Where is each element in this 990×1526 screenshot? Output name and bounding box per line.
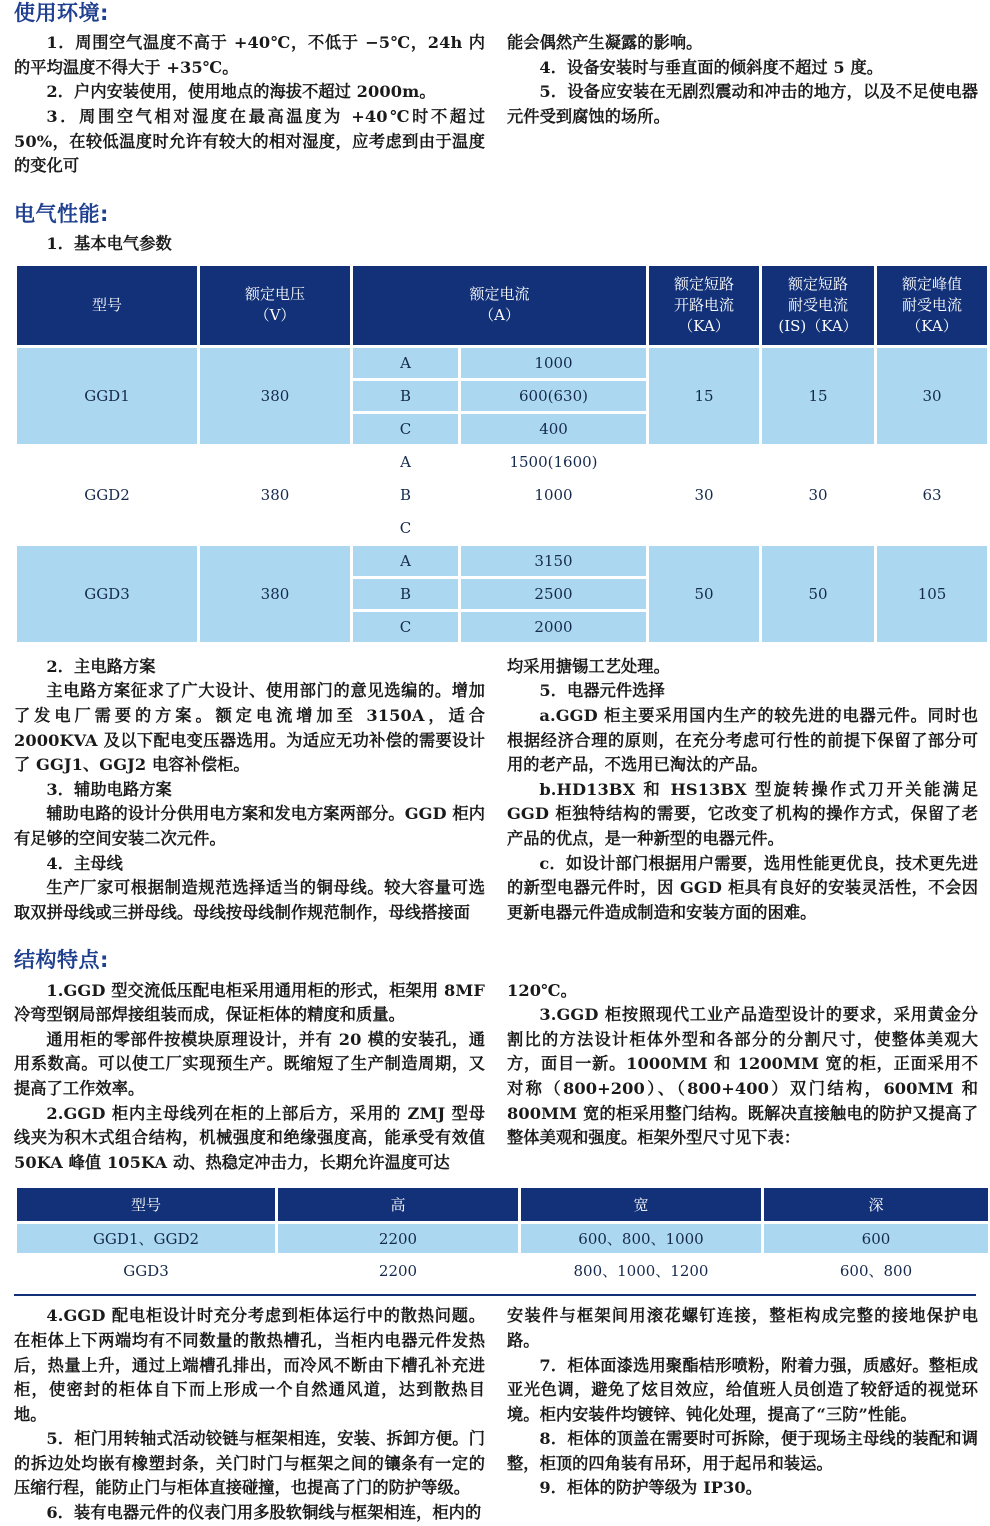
cell-peak: 105 [877,546,987,642]
cell-height: 2200 [278,1256,518,1285]
electrical-right-column [507,655,978,926]
section-heading-electrical: 电气性能: [14,201,109,226]
paragraph: 均采用搪锡工艺处理。 [507,656,670,676]
table-header-row [17,266,987,345]
cell-depth: 600、800 [764,1256,988,1285]
cell-short-withstand: 50 [762,546,874,642]
col-header-current [353,266,646,345]
cell-voltage: 380 [200,447,350,543]
cell-phase-label: A [353,348,458,378]
cell-phase-current: 1000 [461,348,646,378]
cell-phase-label: C [353,414,458,444]
structure-bottom-left-column [14,1304,485,1525]
col-header-current-line2: （A） [479,306,520,325]
col-header-width: 宽 [521,1188,761,1221]
short-open-line2: 开路电流 [674,295,735,314]
col-header-model: 型号 [17,1188,275,1221]
peak-line2: 耐受电流 [902,295,963,314]
paragraph: 3．周围空气相对湿度在最高温度为 +40℃时不超过 50%，在较低温度时允许有较大的相对湿度，应考虑到由于温度的变化可 [14,107,485,176]
short-withstand-line1: 额定短路 [788,274,849,293]
environment-columns [14,31,976,179]
paragraph: c．如设计部门根据用户需要，选用性能更优良，技术更先进的新型电器元件时，因 GGD 柜具有良好的安装灵活性，不会因更新电器元件造成制造和安装方面的困难。 [507,853,978,922]
paragraph: 1.GGD 型交流低压配电柜采用通用柜的形式，柜架用 8MF 冷弯型钢局部焊接组装而成，保证柜体的精度和质量。 [14,980,485,1025]
environment-left-column [14,31,485,179]
section-heading-environment: 使用环境: [14,1,109,25]
cell-peak: 63 [877,447,987,543]
cell-phase-current: 2000 [461,612,646,642]
basic-electrical-parameters-table [14,263,990,645]
col-header-short-open-current [649,266,759,345]
paragraph: 生产厂家可根据制造规范选择适当的铜母线。较大容量可选取双拼母线或三拼母线。母线按母线制作规范制作，母线搭接面 [14,878,485,922]
cell-short-withstand: 30 [762,447,874,543]
col-header-height: 高 [278,1188,518,1221]
col-header-model: 型号 [17,266,197,345]
paragraph: 5．设备应安装在无剧烈震动和冲击的地方，以及不足使电器元件受到腐蚀的场所。 [507,82,978,127]
structure-right-column [507,979,978,1176]
paragraph: 8．柜体的顶盖在需要时可拆除，便于现场主母线的装配和调整，柜顶的四角装有吊环，用于起吊和装运。 [507,1429,978,1473]
paragraph: 6．装有电器元件的仪表门用多股软铜线与框架相连，柜内的 [46,1503,482,1523]
cell-short-open: 15 [649,348,759,444]
structure-bottom-right-column [507,1304,978,1525]
paragraph: 能会偶然产生凝露的影响。 [507,33,703,53]
cell-depth: 600 [764,1224,988,1253]
paragraph: a.GGD 柜主要采用国内生产的较先进的电器元件。同时也根据经济合理的原则，在充分考虑可行性的前提下保留了部分可用的老产品，不选用已淘汰的产品。 [507,705,978,775]
cell-model: GGD1 [17,348,197,444]
electrical-left-column [14,655,485,926]
table-row [17,348,987,378]
cell-phase-current: 1000 [461,480,646,510]
paragraph: 通用柜的零部件按模块原理设计，并有 20 模的安装孔，通用系数高。可以使工厂实现预生产。既缩短了生产制造周期，又提高了工作效率。 [14,1029,485,1098]
cell-voltage: 380 [200,348,350,444]
cell-model: GGD2 [17,447,197,543]
cell-voltage: 380 [200,546,350,642]
col-header-voltage-line2: （V） [254,306,296,325]
col-header-voltage [200,266,350,345]
paragraph: 安装件与框架间用滚花螺钉连接，整柜构成完整的接地保护电路。 [507,1306,978,1350]
section-heading-structure: 结构特点: [14,948,109,973]
table-bottom-rule [14,1294,976,1296]
paragraph: 辅助电路的设计分供用电方案和发电方案两部分。GGD 柜内有足够的空间安装二次元件。 [14,804,486,848]
structure-left-column [14,979,485,1176]
electrical-subtitle: 1．基本电气参数 [46,234,172,254]
paragraph: 主电路方案征求了广大设计、使用部门的意见选编的。增加了发电厂需要的方案。额定电流增加至 3150A，适合 2000KVA 及以下配电变压器选用。为适应无功补偿的需要设计了 GGJ1、GGJ2 电容补偿柜。 [14,681,485,775]
table-row [17,1256,988,1285]
cell-width: 800、1000、1200 [521,1256,761,1285]
col-header-short-withstand-current [762,266,874,345]
cell-model: GGD1、GGD2 [17,1224,275,1253]
paragraph: 2．主电路方案 [46,656,156,676]
cell-phase-current: 400 [461,414,646,444]
paragraph: 2．户内安装使用，使用地点的海拔不超过 2000m。 [46,82,436,102]
cell-phase-current [461,513,646,543]
col-header-voltage-line1: 额定电压 [244,285,305,304]
paragraph: 4．设备安装时与垂直面的倾斜度不超过 5 度。 [539,57,884,77]
paragraph: 4．主母线 [46,853,123,873]
short-open-line3: （KA） [678,316,730,335]
cell-phase-label: A [353,546,458,576]
short-withstand-line2: 耐受电流 [788,295,849,314]
cell-peak: 30 [877,348,987,444]
cell-short-open: 50 [649,546,759,642]
cell-height: 2200 [278,1224,518,1253]
peak-line1: 额定峰值 [902,274,963,293]
paragraph: 9．柜体的防护等级为 IP30。 [539,1478,763,1498]
col-header-depth: 深 [764,1188,988,1221]
paragraph: 3.GGD 柜按照现代工业产品造型设计的要求，采用黄金分割比的方法设计柜体外型和各部分的分割尺寸，使整体美观大方，面目一新。1000MM 和 1200MM 宽的柜，正面采用不对称（800+200）、（800+400）双门结构，600MM 和 800MM 宽的柜采用整门结构。既解决直接触电的防护又提高了整体美观和强度。柜架外型尺寸见下表： [507,1005,978,1148]
cell-model: GGD3 [17,1256,275,1285]
paragraph: 5．柜门用转轴式活动铰链与框架相连，安装、拆卸方便。门的拆边处均嵌有橡塑封条，关门时门与框架之间的镶条有一定的压缩行程，能防止门与柜体直接碰撞，也提高了门的防护等级。 [14,1429,485,1498]
paragraph: 4.GGD 配电柜设计时充分考虑到柜体运行中的散热问题。在柜体上下两端均有不同数量的散热槽孔，当柜内电器元件发热后，热量上升，通过上端槽孔排出，而冷风不断由下槽孔补充进柜，使密封的柜体自下而上形成一个自然通风道，达到散热目地。 [14,1306,485,1424]
short-open-line1: 额定短路 [674,274,735,293]
cell-phase-label: C [353,513,458,543]
peak-line3: （KA） [906,316,958,335]
electrical-columns [14,655,976,926]
cell-phase-label: B [353,381,458,411]
paragraph: 120℃。 [507,980,577,1000]
table-row [17,1224,988,1253]
structure-bottom-columns [14,1304,976,1525]
cell-phase-label: C [353,612,458,642]
table-row [17,447,987,477]
paragraph: 1．周围空气温度不高于 +40℃，不低于 −5℃，24h 内的平均温度不得大于 +35℃。 [14,33,485,77]
cell-phase-label: B [353,480,458,510]
cell-phase-current: 600(630) [461,381,646,411]
cell-width: 600、800、1000 [521,1224,761,1253]
col-header-current-line1: 额定电流 [469,285,530,304]
paragraph: 7．柜体面漆选用聚酯桔形喷粉，附着力强，质感好。整柜成亚光色调，避免了炫目效应，给值班人员创造了较舒适的视觉环境。柜内安装件均镀锌、钝化处理，提高了“三防”性能。 [507,1355,978,1424]
paragraph: b.HD13BX 和 HS13BX 型旋转操作式刀开关能满足 GGD 柜独特结构的需要，它改变了机构的操作方式，保留了老产品的优点，是一种新型的电器元件。 [507,779,978,848]
cell-phase-current: 3150 [461,546,646,576]
cell-phase-label: B [353,579,458,609]
cell-phase-current: 2500 [461,579,646,609]
paragraph: 2.GGD 柜内主母线列在柜的上部后方，采用的 ZMJ 型母线夹为积木式组合结构，机械强度和绝缘强度高，能承受有效值 50KA 峰值 105KA 动、热稳定冲击力，长期允许温度可达 [14,1103,485,1172]
cell-phase-label: A [353,447,458,477]
short-withstand-line3: (IS)（KA） [778,316,858,335]
table-row [17,546,987,576]
col-header-peak-withstand-current [877,266,987,345]
structure-columns [14,979,976,1176]
table-header-row [17,1188,988,1221]
paragraph: 3．辅助电路方案 [46,779,172,799]
frame-dimensions-table [14,1185,990,1288]
cell-model: GGD3 [17,546,197,642]
paragraph: 5．电器元件选择 [539,681,665,701]
cell-phase-current: 1500(1600) [461,447,646,477]
environment-right-column [507,31,978,179]
cell-short-open: 30 [649,447,759,543]
cell-short-withstand: 15 [762,348,874,444]
